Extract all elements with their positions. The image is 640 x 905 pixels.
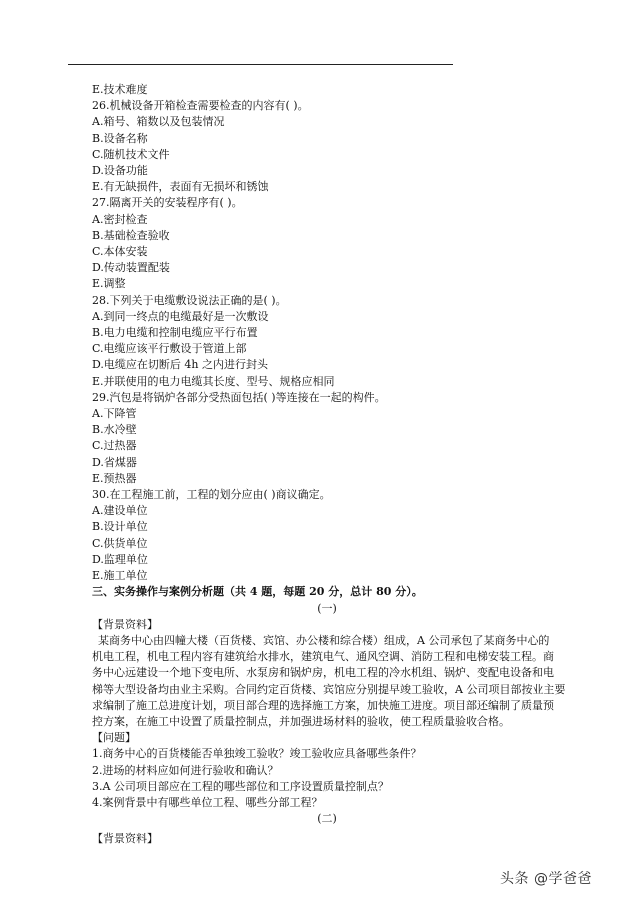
paragraph-line: 务中心远建设一个地下变电所、水泵房和锅炉房，机电工程的冷水机组、锅炉、变配电设备和电 bbox=[92, 666, 554, 680]
background-label: 【背景资料】 bbox=[92, 832, 158, 846]
case-question: 2.进场的材料应如何进行验收和确认？ bbox=[92, 763, 279, 777]
option: E.有无缺损件，表面有无损坏和锈蚀 bbox=[92, 180, 269, 194]
case-question: 1.商务中心的百货楼能否单独竣工验收？竣工验收应具备哪些条件？ bbox=[92, 747, 422, 761]
option: B.设备名称 bbox=[92, 131, 148, 145]
option: E.预热器 bbox=[92, 471, 137, 485]
header-rule bbox=[68, 64, 453, 65]
option: D.监理单位 bbox=[92, 552, 148, 566]
watermark: 头条 @学爸爸 bbox=[500, 871, 592, 887]
question-30 bbox=[92, 487, 562, 584]
paragraph-line: 机电工程，机电工程内容有建筑给水排水，建筑电气、通风空调、消防工程和电梯安装工程。商 bbox=[92, 650, 554, 664]
option: A.密封检查 bbox=[92, 212, 148, 226]
paragraph-line: 控方案，在施工中设置了质量控制点，并加强进场材料的验收，使工程质量验收合格。 bbox=[92, 714, 510, 728]
option: D.电缆应在切断后 4h 之内进行封头 bbox=[92, 358, 268, 372]
option: B.基础检查验收 bbox=[92, 228, 170, 242]
option: C.电缆应该平行敷设于管道上部 bbox=[92, 342, 247, 356]
question-26 bbox=[92, 98, 562, 195]
section-title: 三、实务操作与案例分析题（共 4 题，每题 20 分，总计 80 分）。 bbox=[92, 585, 423, 599]
question-28 bbox=[92, 293, 562, 390]
question-29 bbox=[92, 390, 562, 487]
option: E.并联使用的电力电缆其长度、型号、规格应相同 bbox=[92, 374, 335, 388]
question-label: 【问题】 bbox=[92, 731, 136, 745]
paragraph-line: 求编制了施工总进度计划，项目部合理的选择施工方案，加快施工进度。项目部还编制了质量预 bbox=[92, 698, 554, 712]
option: D.设备功能 bbox=[92, 164, 148, 178]
paragraph-line: 梯等大型设备均由业主采购。合同约定百货楼、宾馆应分别提早竣工验收，A 公司项目部按业主要 bbox=[92, 682, 566, 696]
case-question: 4.案例背景中有哪些单位工程、哪些分部工程？ bbox=[92, 795, 323, 809]
option: E.施工单位 bbox=[92, 569, 148, 583]
option: A.建设单位 bbox=[92, 504, 148, 518]
option: B.设计单位 bbox=[92, 520, 148, 534]
question-stem: 28.下列关于电缆敷设说法正确的是( )。 bbox=[92, 293, 287, 307]
option: A.下降管 bbox=[92, 407, 137, 421]
option: D.省煤器 bbox=[92, 455, 137, 469]
case-number: (二) bbox=[317, 812, 337, 826]
option: C.本体安装 bbox=[92, 245, 148, 259]
question-stem: 26.机械设备开箱检查需要检查的内容有( )。 bbox=[92, 99, 309, 113]
option: B.电力电缆和控制电缆应平行布置 bbox=[92, 326, 258, 340]
option: D.传动装置配装 bbox=[92, 261, 170, 275]
question-stem: 29.汽包是将锅炉各部分受热面包括( )等连接在一起的构件。 bbox=[92, 390, 386, 404]
q25-option-e: E.技术难度 bbox=[92, 83, 148, 96]
case-question: 3.A 公司项目部应在工程的哪些部位和工序设置质量控制点？ bbox=[92, 779, 389, 793]
document-page bbox=[92, 82, 566, 848]
option: C.随机技术文件 bbox=[92, 147, 170, 161]
question-stem: 30.在工程施工前，工程的划分应由( )商议确定。 bbox=[92, 488, 331, 502]
option: B.水冷壁 bbox=[92, 423, 137, 437]
paragraph-line: 某商务中心由四幢大楼（百货楼、宾馆、办公楼和综合楼）组成，A 公司承包了某商务中心的 bbox=[98, 633, 550, 647]
background-label: 【背景资料】 bbox=[92, 617, 158, 631]
option: E.调整 bbox=[92, 277, 126, 291]
question-stem: 27.隔离开关的安装程序有( )。 bbox=[92, 196, 243, 210]
question-27 bbox=[92, 195, 562, 292]
option: C.供货单位 bbox=[92, 536, 148, 550]
option: A.箱号、箱数以及包装情况 bbox=[92, 115, 225, 129]
option: A.到同一终点的电缆最好是一次敷设 bbox=[92, 309, 269, 323]
option: C.过热器 bbox=[92, 439, 137, 453]
background-paragraph bbox=[92, 633, 566, 730]
case-number: (一) bbox=[317, 601, 337, 615]
